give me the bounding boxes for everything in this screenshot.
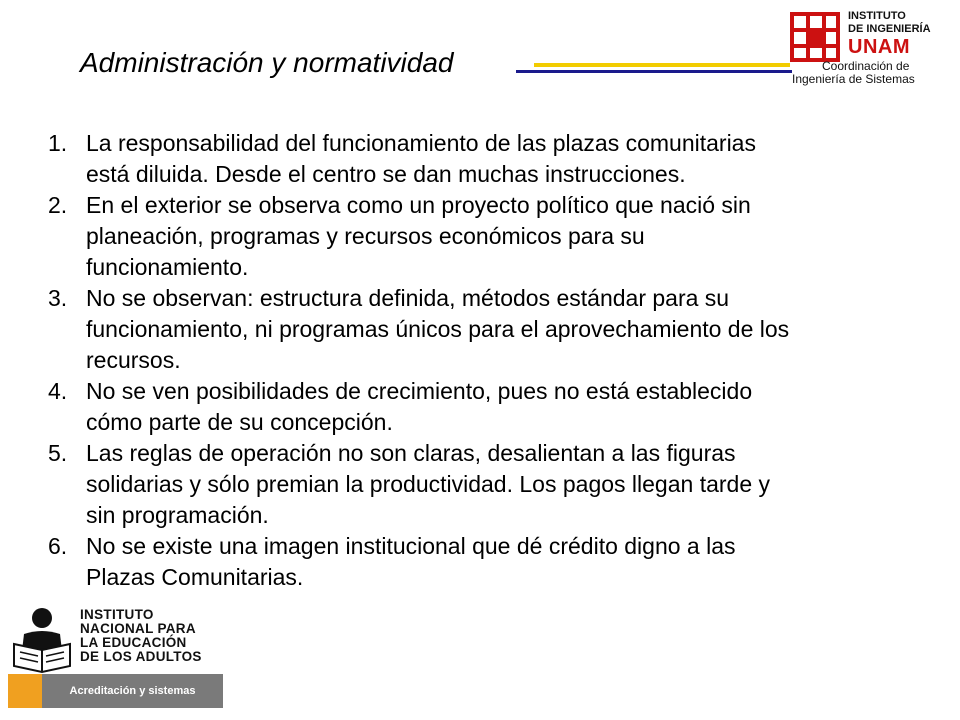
findings-list (48, 128, 918, 593)
list-item-number: 4. (48, 378, 68, 404)
inea-logo (8, 602, 223, 710)
list-item-number: 1. (48, 130, 68, 156)
list-item-text: No se ven posibilidades de crecimiento, pues no está establecido (86, 378, 753, 404)
list-item-text: La responsabilidad del funcionamiento de las plazas comunitarias (86, 130, 756, 156)
inea-footer-label: Acreditación y sistemas (69, 685, 196, 697)
list-item (48, 531, 918, 593)
list-item-number: 5. (48, 440, 68, 466)
list-item-text: recursos. (86, 347, 181, 373)
list-item-text: Plazas Comunitarias. (86, 564, 304, 590)
list-item-number: 2. (48, 192, 68, 218)
list-item-text: Las reglas de operación no son claras, desalientan a las figuras (86, 440, 736, 466)
list-item (48, 128, 918, 190)
reader-figure-icon (10, 606, 74, 678)
list-item-text: planeación, programas y recursos económicos para su (86, 223, 645, 249)
unam-logo-line1: INSTITUTO (848, 10, 906, 22)
unam-logo (790, 8, 950, 88)
inea-footer-bar (42, 674, 223, 708)
list-item-text: En el exterior se observa como un proyecto político que nació sin (86, 192, 751, 218)
list-item-number: 3. (48, 285, 68, 311)
inea-logo-line3: LA EDUCACIÓN (80, 635, 187, 650)
title-rule-blue (516, 70, 792, 73)
unam-logo-line5: Ingeniería de Sistemas (792, 72, 915, 86)
list-item-text: No se existe una imagen institucional que dé crédito digno a las (86, 533, 736, 559)
unam-logo-name: UNAM (848, 36, 910, 58)
list-item-text: No se observan: estructura definida, métodos estándar para su (86, 285, 730, 311)
list-item (48, 190, 918, 283)
list-item (48, 438, 918, 531)
title-rule-yellow (534, 63, 790, 67)
list-item-text: funcionamiento, ni programas únicos para el aprovechamiento de los (86, 316, 790, 342)
list-item-number: 6. (48, 533, 68, 559)
inea-logo-line4: DE LOS ADULTOS (80, 649, 202, 664)
list-item (48, 283, 918, 376)
inea-logo-line1: INSTITUTO (80, 607, 154, 622)
inea-logo-line2: NACIONAL PARA (80, 621, 196, 636)
unam-logo-line4: Coordinación de (822, 59, 910, 73)
list-item-text: cómo parte de su concepción. (86, 409, 393, 435)
unam-logo-line2: DE INGENIERÍA (848, 23, 931, 35)
list-item-text: solidarias y sólo premian la productividad. Los pagos llegan tarde y (86, 471, 771, 497)
list-item (48, 376, 918, 438)
page-title: Administración y normatividad (80, 47, 454, 78)
list-item-text: está diluida. Desde el centro se dan muchas instrucciones. (86, 161, 686, 187)
list-item-text: sin programación. (86, 502, 269, 528)
inea-logo-text (80, 608, 202, 664)
list-item-text: funcionamiento. (86, 254, 249, 280)
inea-orange-block (8, 674, 42, 708)
unam-grid-icon (790, 12, 840, 62)
